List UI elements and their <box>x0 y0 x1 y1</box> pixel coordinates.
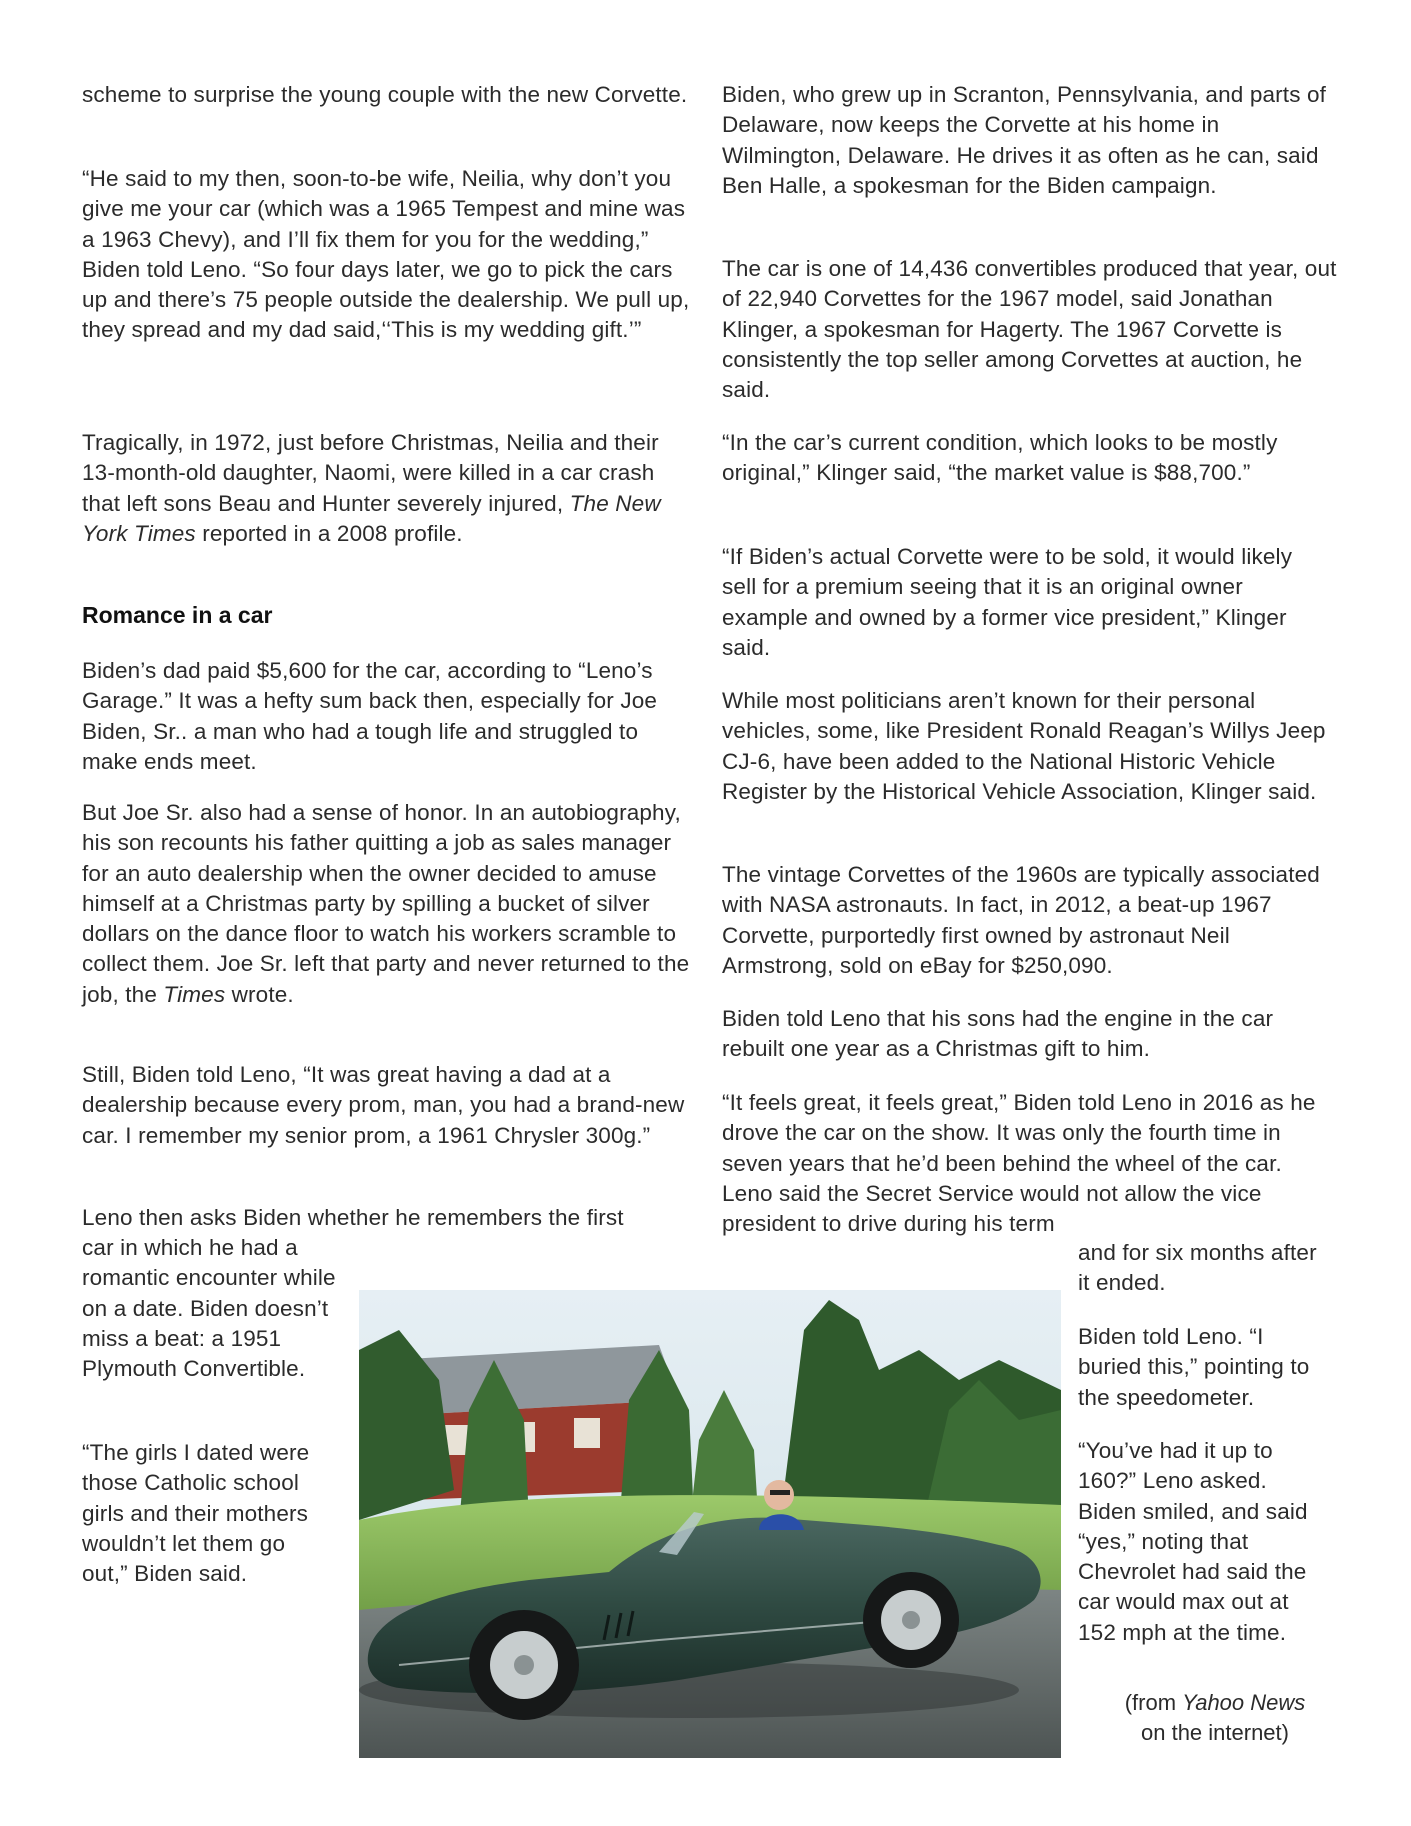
left-paragraph-5 <box>82 798 694 1010</box>
right-paragraph-5: While most politicians aren’t known for their personal vehicles, some, like President Ronald Reagan’s Willys Jeep CJ-6, have been added to the National Historic Vehicle Register by the Historical Vehicle Association, Klinger said. <box>722 688 1326 804</box>
right-paragraph-9: Biden told Leno. “I buried this,” pointing to the speedometer. <box>1078 1324 1310 1410</box>
credit-open: (from <box>1124 1690 1177 1715</box>
source-nyt: The New York Times <box>82 490 661 546</box>
source-credit <box>1090 1688 1340 1748</box>
left-p3-text-end: reported in a 2008 profile. <box>202 520 463 546</box>
left-p5-text-end: wrote. <box>231 981 294 1007</box>
left-paragraph-4: Biden’s dad paid $5,600 for the car, according to “Leno’s Garage.” It was a hefty sum back then, especially for Joe Biden, Sr.. a man who had a tough life and struggled to make ends meet. <box>82 658 658 774</box>
right-paragraph-4: “If Biden’s actual Corvette were to be sold, it would likely sell for a premium seeing that it is an original owner example and owned by a former vice president,” Klinger said. <box>722 544 1293 660</box>
credit-close: on the internet) <box>1141 1720 1289 1745</box>
left-paragraph-1: scheme to surprise the young couple with the new Corvette. <box>82 82 688 107</box>
left-paragraph-2: “He said to my then, soon-to-be wife, Neilia, why don’t you give me your car (which was a 1965 Tempest and mine was a 1963 Chevy), and I’ll fix them for you for the wedding,” Biden told Leno. “So four days later, we go to pick the cars up and there’s 75 people outside the dealership. We pull up, they spread and my dad said,‘‘This is my wedding gift.’” <box>82 166 690 343</box>
right-paragraph-2: The car is one of 14,436 convertibles produced that year, out of 22,940 Corvettes for the 1967 model, said Jonathan Klinger, a spokesman for Hagerty. The 1967 Corvette is consistently the top seller among Corvettes at auction, he said. <box>722 256 1337 403</box>
left-paragraph-7-first-line: Leno then asks Biden whether he remembers the first <box>82 1205 624 1230</box>
credit-source: Yahoo News <box>1182 1690 1306 1715</box>
corvette-illustration <box>359 1290 1061 1758</box>
left-paragraph-8: “The girls I dated were those Catholic school girls and their mothers wouldn’t let them go out,” Biden said. <box>82 1440 310 1587</box>
left-p3-text: Tragically, in 1972, just before Christmas, Neilia and their 13-month-old daughter, Naomi, were killed in a car crash that left sons Beau and Hunter severely injured, <box>82 430 659 516</box>
right-paragraph-10: “You’ve had it up to 160?” Leno asked. Biden smiled, and said “yes,” noting that Chevrolet had said the car would max out at 152 mph at the time. <box>1078 1438 1308 1645</box>
left-paragraph-7-wrapped: car in which he had a romantic encounter while on a date. Biden doesn’t miss a beat: a 1951 Plymouth Convertible. <box>82 1235 336 1382</box>
right-paragraph-1: Biden, who grew up in Scranton, Pennsylvania, and parts of Delaware, now keeps the Corvette at his home in Wilmington, Delaware. He drives it as often as he can, said Ben Halle, a spokesman for the Biden campaign. <box>722 82 1327 198</box>
right-paragraph-6: The vintage Corvettes of the 1960s are typically associated with NASA astronauts. In fact, in 2012, a beat-up 1967 Corvette, purportedly first owned by astronaut Neil Armstrong, sold on eBay for $250,090. <box>722 862 1320 978</box>
right-paragraph-8-wrapped: and for six months after it ended. <box>1078 1240 1317 1296</box>
right-paragraph-7: Biden told Leno that his sons had the engine in the car rebuilt one year as a Christmas gift to him. <box>722 1006 1274 1062</box>
right-paragraph-8: “It feels great, it feels great,” Biden told Leno in 2016 as he drove the car on the show. It was only the fourth time in seven years that he’d been behind the wheel of the car. Leno said the Secret Service would not allow the vice president to drive during his term <box>722 1090 1316 1237</box>
source-times: Times <box>163 981 226 1007</box>
left-paragraph-3 <box>82 428 682 549</box>
corvette-photo <box>359 1290 1061 1758</box>
section-heading: Romance in a car <box>82 602 273 628</box>
right-paragraph-3: “In the car’s current condition, which looks to be mostly original,” Klinger said, “the market value is $88,700.” <box>722 430 1278 486</box>
left-paragraph-6: Still, Biden told Leno, “It was great having a dad at a dealership because every prom, man, you had a brand-new car. I remember my senior prom, a 1961 Chrysler 300g.” <box>82 1062 685 1148</box>
left-p5-text: But Joe Sr. also had a sense of honor. In an autobiography, his son recounts his father quitting a job as sales manager for an auto dealership when the owner decided to amuse himself at a Christmas party by spilling a bucket of silver dollars on the dance floor to watch his workers scramble to collect them. Joe Sr. left that party and never returned to the job, the <box>82 800 690 1007</box>
